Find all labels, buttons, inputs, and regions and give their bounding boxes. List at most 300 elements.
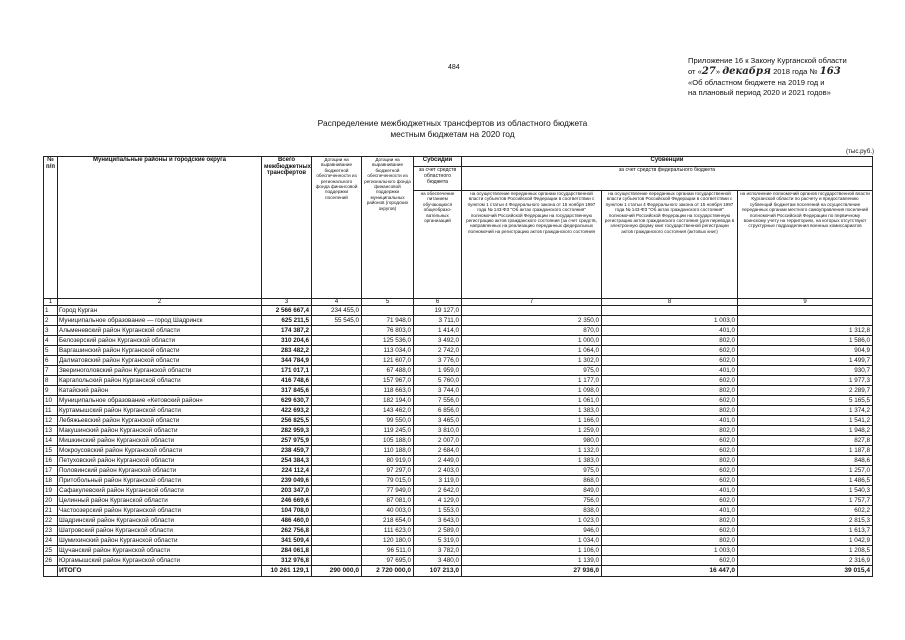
row-municipality: Мокроусовский район Курганской области bbox=[58, 446, 262, 456]
row-subsidy-food: 3 119,0 bbox=[414, 476, 462, 486]
row-total: 422 693,2 bbox=[262, 406, 312, 416]
header-name: Муниципальные районы и городские округа bbox=[58, 157, 262, 299]
row-total: 256 825,5 bbox=[262, 416, 312, 426]
col-number: 1 bbox=[44, 299, 58, 306]
header-subventions: Субвенции bbox=[462, 157, 873, 167]
appendix-from: от bbox=[688, 66, 696, 76]
row-dotation-districts: 119 245,0 bbox=[362, 426, 414, 436]
row-dotation-settlements: 55 545,0 bbox=[312, 316, 362, 326]
row-subsidy-food: 4 129,0 bbox=[414, 496, 462, 506]
row-subvention-military: 1 586,0 bbox=[738, 336, 873, 346]
row-dotation-settlements bbox=[312, 396, 362, 406]
row-subvention-military: 930,7 bbox=[738, 366, 873, 376]
row-dotation-settlements bbox=[312, 516, 362, 526]
row-municipality: Шумихинский район Курганской области bbox=[58, 536, 262, 546]
row-subvention-military: 1 187,8 bbox=[738, 446, 873, 456]
total-row-number bbox=[44, 566, 58, 577]
row-subvention-military: 1 257,0 bbox=[738, 466, 873, 476]
row-total: 310 204,6 bbox=[262, 336, 312, 346]
row-dotation-districts: 40 003,0 bbox=[362, 506, 414, 516]
row-subvention-registry: 946,0 bbox=[462, 526, 602, 536]
appendix-quote-close: » bbox=[715, 66, 721, 76]
total-row-municipality: ИТОГО bbox=[58, 566, 262, 577]
row-subvention-registry: 1 259,0 bbox=[462, 426, 602, 436]
row-subsidy-food: 3 744,0 bbox=[414, 386, 462, 396]
total-row-subvention-registry: 27 936,0 bbox=[462, 566, 602, 577]
table-row bbox=[44, 536, 873, 546]
row-number: 20 bbox=[44, 496, 58, 506]
row-dotation-districts: 71 948,0 bbox=[362, 316, 414, 326]
row-municipality: Шатровский район Курганской области bbox=[58, 526, 262, 536]
row-dotation-settlements bbox=[312, 356, 362, 366]
header-total: Всего межбюджетных трансфертов bbox=[262, 157, 312, 299]
row-subvention-registry: 849,0 bbox=[462, 486, 602, 496]
row-subvention-military: 827,8 bbox=[738, 436, 873, 446]
total-row-dotation-districts: 2 720 000,0 bbox=[362, 566, 414, 577]
col-number: 6 bbox=[414, 299, 462, 306]
row-subvention-military: 1 042,9 bbox=[738, 536, 873, 546]
row-dotation-districts: 110 188,0 bbox=[362, 446, 414, 456]
total-row bbox=[44, 566, 873, 577]
row-subvention-military: 1 948,2 bbox=[738, 426, 873, 436]
row-dotation-districts: 143 462,0 bbox=[362, 406, 414, 416]
row-subvention-digitization: 602,0 bbox=[602, 376, 738, 386]
row-subvention-registry: 1 064,0 bbox=[462, 346, 602, 356]
row-dotation-districts: 87 081,0 bbox=[362, 496, 414, 506]
row-municipality: Город Курган bbox=[58, 306, 262, 316]
row-municipality: Катайский район bbox=[58, 386, 262, 396]
row-number: 12 bbox=[44, 416, 58, 426]
row-total: 203 347,0 bbox=[262, 486, 312, 496]
row-subvention-registry: 1 383,0 bbox=[462, 406, 602, 416]
title-line2: местным бюджетам на 2020 год bbox=[390, 128, 515, 139]
row-subvention-digitization: 802,0 bbox=[602, 536, 738, 546]
row-dotation-settlements bbox=[312, 476, 362, 486]
row-number: 17 bbox=[44, 466, 58, 476]
row-number: 8 bbox=[44, 376, 58, 386]
table-row bbox=[44, 526, 873, 536]
row-subvention-military: 2 815,3 bbox=[738, 516, 873, 526]
row-dotation-districts: 80 919,0 bbox=[362, 456, 414, 466]
row-total: 629 630,7 bbox=[262, 396, 312, 406]
row-municipality: Куртамышский район Курганской области bbox=[58, 406, 262, 416]
row-total: 239 049,6 bbox=[262, 476, 312, 486]
row-number: 18 bbox=[44, 476, 58, 486]
row-subsidy-food: 6 856,0 bbox=[414, 406, 462, 416]
row-municipality: Половинский район Курганской области bbox=[58, 466, 262, 476]
header-subsidies-source: за счет средств областного бюджета bbox=[414, 167, 462, 191]
row-dotation-settlements bbox=[312, 526, 362, 536]
table-body bbox=[44, 306, 873, 577]
row-total: 2 566 667,4 bbox=[262, 306, 312, 316]
total-row-dotation-settlements: 290 000,0 bbox=[312, 566, 362, 577]
row-subvention-military: 602,2 bbox=[738, 506, 873, 516]
row-subvention-digitization: 602,0 bbox=[602, 526, 738, 536]
row-municipality: Каргапольский район Курганской области bbox=[58, 376, 262, 386]
row-dotation-settlements bbox=[312, 406, 362, 416]
row-dotation-districts: 105 188,0 bbox=[362, 436, 414, 446]
table-row bbox=[44, 346, 873, 356]
row-subvention-registry: 975,0 bbox=[462, 366, 602, 376]
appendix-quote-open: « bbox=[697, 66, 702, 76]
handwritten-number: 163 bbox=[819, 65, 841, 77]
header-civil-registry: на осуществление переданных органам государственной власти субъектов Российской Федерации в соответствии с пунктом 1 статьи 4 Федерального закона от 15 ноября 1997 года № 143-ФЗ "Об актах гражданского состояния" полномочий Российской Федерации на государственную регистрацию актов гражданского состояния (за счет средств, направленных на реализацию переданных федеральных полномочий на регистрацию актов гражданского состояния bbox=[462, 191, 602, 299]
row-subsidy-food: 2 589,0 bbox=[414, 526, 462, 536]
col-number: 2 bbox=[58, 299, 262, 306]
row-subvention-registry: 1 023,0 bbox=[462, 516, 602, 526]
units-label: (тыс.руб.) bbox=[846, 148, 875, 155]
row-subvention-digitization: 401,0 bbox=[602, 326, 738, 336]
row-number: 26 bbox=[44, 556, 58, 566]
row-dotation-settlements bbox=[312, 546, 362, 556]
table-row bbox=[44, 556, 873, 566]
row-dotation-settlements bbox=[312, 506, 362, 516]
row-subsidy-food: 2 403,0 bbox=[414, 466, 462, 476]
row-subvention-registry: 975,0 bbox=[462, 466, 602, 476]
row-subvention-digitization: 401,0 bbox=[602, 366, 738, 376]
row-subvention-registry: 1 106,0 bbox=[462, 546, 602, 556]
row-subsidy-food: 7 556,0 bbox=[414, 396, 462, 406]
row-number: 13 bbox=[44, 426, 58, 436]
row-subvention-digitization: 602,0 bbox=[602, 436, 738, 446]
row-municipality: Щучанский район Курганской области bbox=[58, 546, 262, 556]
row-municipality: Макушинский район Курганской области bbox=[58, 426, 262, 436]
row-number: 23 bbox=[44, 526, 58, 536]
table-row bbox=[44, 316, 873, 326]
table-row bbox=[44, 456, 873, 466]
row-subvention-registry: 1 061,0 bbox=[462, 396, 602, 406]
row-dotation-settlements bbox=[312, 466, 362, 476]
row-subvention-military: 1 757,7 bbox=[738, 496, 873, 506]
row-subvention-military bbox=[738, 306, 873, 316]
row-dotation-districts: 182 194,0 bbox=[362, 396, 414, 406]
row-subvention-military bbox=[738, 316, 873, 326]
row-subvention-registry: 838,0 bbox=[462, 506, 602, 516]
row-total: 625 211,5 bbox=[262, 316, 312, 326]
row-dotation-settlements bbox=[312, 336, 362, 346]
row-subvention-digitization: 802,0 bbox=[602, 406, 738, 416]
appendix-line1: Приложение 16 к Закону Курганской области bbox=[688, 56, 847, 65]
row-subsidy-food: 19 127,0 bbox=[414, 306, 462, 316]
row-total: 257 975,9 bbox=[262, 436, 312, 446]
row-number: 10 bbox=[44, 396, 58, 406]
row-number: 14 bbox=[44, 436, 58, 446]
row-municipality: Частоозерский район Курганской области bbox=[58, 506, 262, 516]
row-subvention-military: 2 316,9 bbox=[738, 556, 873, 566]
row-number: 15 bbox=[44, 446, 58, 456]
row-total: 317 845,6 bbox=[262, 386, 312, 396]
row-total: 341 509,4 bbox=[262, 536, 312, 546]
row-number: 21 bbox=[44, 506, 58, 516]
transfers-table bbox=[43, 156, 873, 577]
row-subsidy-food: 1 414,0 bbox=[414, 326, 462, 336]
row-total: 254 384,3 bbox=[262, 456, 312, 466]
row-number: 5 bbox=[44, 346, 58, 356]
row-subsidy-food: 5 319,0 bbox=[414, 536, 462, 546]
row-number: 1 bbox=[44, 306, 58, 316]
row-subvention-digitization: 802,0 bbox=[602, 336, 738, 346]
row-subvention-registry: 1 166,0 bbox=[462, 416, 602, 426]
table-row bbox=[44, 426, 873, 436]
table-row bbox=[44, 486, 873, 496]
row-municipality: Притобольный район Курганской области bbox=[58, 476, 262, 486]
row-dotation-districts: 157 967,0 bbox=[362, 376, 414, 386]
row-dotation-settlements bbox=[312, 366, 362, 376]
row-subvention-military: 1 613,7 bbox=[738, 526, 873, 536]
row-number: 25 bbox=[44, 546, 58, 556]
column-numbers-row bbox=[44, 299, 873, 306]
row-number: 6 bbox=[44, 356, 58, 366]
row-subvention-military: 904,9 bbox=[738, 346, 873, 356]
header-dotation-settlements: Дотации на выравнивание бюджетной обеспеченности из регионального фонда финансовой поддержки поселений bbox=[312, 157, 362, 299]
row-dotation-districts: 96 511,0 bbox=[362, 546, 414, 556]
row-dotation-districts: 76 803,0 bbox=[362, 326, 414, 336]
col-number: 9 bbox=[738, 299, 873, 306]
row-dotation-districts: 77 949,0 bbox=[362, 486, 414, 496]
row-total: 224 112,4 bbox=[262, 466, 312, 476]
row-total: 104 708,0 bbox=[262, 506, 312, 516]
row-subvention-digitization: 602,0 bbox=[602, 496, 738, 506]
row-dotation-settlements: 234 455,0 bbox=[312, 306, 362, 316]
table-row bbox=[44, 406, 873, 416]
row-subvention-registry: 1 132,0 bbox=[462, 446, 602, 456]
row-dotation-settlements bbox=[312, 446, 362, 456]
row-total: 246 669,6 bbox=[262, 496, 312, 506]
handwritten-day: 27 bbox=[701, 65, 716, 77]
row-municipality: Муниципальное образование «Кетовский район» bbox=[58, 396, 262, 406]
document-title bbox=[0, 118, 905, 139]
row-number: 22 bbox=[44, 516, 58, 526]
total-row-subvention-military: 39 015,4 bbox=[738, 566, 873, 577]
header-subsidies: Субсидии bbox=[414, 157, 462, 167]
row-municipality: Варгашинский район Курганской области bbox=[58, 346, 262, 356]
row-dotation-settlements bbox=[312, 436, 362, 446]
row-subvention-military: 1 499,7 bbox=[738, 356, 873, 366]
row-subvention-military: 848,6 bbox=[738, 456, 873, 466]
total-row-total: 10 261 129,1 bbox=[262, 566, 312, 577]
row-subvention-digitization: 1 003,0 bbox=[602, 546, 738, 556]
table-row bbox=[44, 366, 873, 376]
row-total: 344 784,9 bbox=[262, 356, 312, 366]
table-row bbox=[44, 306, 873, 316]
row-subvention-registry: 1 034,0 bbox=[462, 536, 602, 546]
row-municipality: Альменевский район Курганской области bbox=[58, 326, 262, 336]
table-row bbox=[44, 386, 873, 396]
table-row bbox=[44, 376, 873, 386]
header-registry-digitization: на осуществление переданных органам государственной власти субъектов Российской Федерации в соответствии с пунктом 1 статьи 4 Федерального закона от 15 ноября 1997 года № 143-ФЗ "Об актах гражданского состояния" полномочий Российской Федерации на государственную регистрацию актов гражданского состояния (для перевода в электронную форму книг государственной регистрации актов гражданского состояния (актовых книг) bbox=[602, 191, 738, 299]
row-dotation-districts: 113 034,0 bbox=[362, 346, 414, 356]
row-dotation-districts: 111 623,0 bbox=[362, 526, 414, 536]
row-subsidy-food: 3 465,0 bbox=[414, 416, 462, 426]
row-total: 416 748,6 bbox=[262, 376, 312, 386]
row-subvention-registry: 1 177,0 bbox=[462, 376, 602, 386]
row-subvention-registry: 756,0 bbox=[462, 496, 602, 506]
row-subvention-digitization: 602,0 bbox=[602, 446, 738, 456]
row-dotation-districts: 121 607,0 bbox=[362, 356, 414, 366]
row-dotation-districts: 120 180,0 bbox=[362, 536, 414, 546]
row-municipality: Сафакулевский район Курганской области bbox=[58, 486, 262, 496]
row-subvention-digitization: 401,0 bbox=[602, 416, 738, 426]
row-subvention-military: 1 541,2 bbox=[738, 416, 873, 426]
row-subvention-military: 1 486,5 bbox=[738, 476, 873, 486]
row-subsidy-food: 3 480,0 bbox=[414, 556, 462, 566]
row-total: 486 460,0 bbox=[262, 516, 312, 526]
row-dotation-districts: 118 663,0 bbox=[362, 386, 414, 396]
row-subvention-registry: 1 000,0 bbox=[462, 336, 602, 346]
appendix-line4: на плановый период 2020 и 2021 годов» bbox=[688, 88, 831, 98]
appendix-no: № bbox=[809, 66, 818, 76]
row-subsidy-food: 2 642,0 bbox=[414, 486, 462, 496]
table-row bbox=[44, 396, 873, 406]
row-subvention-registry: 1 098,0 bbox=[462, 386, 602, 396]
row-subvention-military: 2 289,7 bbox=[738, 386, 873, 396]
row-subvention-digitization: 401,0 bbox=[602, 486, 738, 496]
row-subvention-digitization: 401,0 bbox=[602, 506, 738, 516]
appendix-block bbox=[688, 56, 847, 99]
row-number: 7 bbox=[44, 366, 58, 376]
handwritten-month: декабря bbox=[722, 65, 771, 77]
row-subsidy-food: 5 760,0 bbox=[414, 376, 462, 386]
col-number: 8 bbox=[602, 299, 738, 306]
row-subsidy-food: 2 007,0 bbox=[414, 436, 462, 446]
row-subsidy-food: 1 959,0 bbox=[414, 366, 462, 376]
row-subvention-military: 1 312,8 bbox=[738, 326, 873, 336]
row-subvention-digitization: 602,0 bbox=[602, 466, 738, 476]
row-subsidy-food: 3 711,0 bbox=[414, 316, 462, 326]
row-dotation-settlements bbox=[312, 556, 362, 566]
row-subvention-digitization: 602,0 bbox=[602, 346, 738, 356]
row-dotation-settlements bbox=[312, 386, 362, 396]
col-number: 5 bbox=[362, 299, 414, 306]
header-school-food: на обеспечение питанием обучающихся общеобразо-вательных организаций bbox=[414, 191, 462, 299]
row-total: 284 061,8 bbox=[262, 546, 312, 556]
row-municipality: Лебяжьевский район Курганской области bbox=[58, 416, 262, 426]
row-subvention-digitization: 802,0 bbox=[602, 516, 738, 526]
row-total: 262 756,8 bbox=[262, 526, 312, 536]
page-number: 484 bbox=[448, 64, 460, 71]
row-dotation-districts: 67 488,0 bbox=[362, 366, 414, 376]
row-subvention-registry: 870,0 bbox=[462, 326, 602, 336]
table-row bbox=[44, 496, 873, 506]
table-row bbox=[44, 476, 873, 486]
total-row-subsidy-food: 107 213,0 bbox=[414, 566, 462, 577]
row-number: 9 bbox=[44, 386, 58, 396]
table-row bbox=[44, 466, 873, 476]
row-municipality: Шадринский район Курганской области bbox=[58, 516, 262, 526]
header-military-registration: на исполнение полномочий органов государственной власти Курганской области по расчету и предоставлению субвенций бюджетам поселений на осуществление переданных органам местного самоуправления поселений полномочий Российской Федерации по первичному воинскому учету на территориях, на которых отсутствуют структурные подразделения военных комиссариатов bbox=[738, 191, 873, 299]
table-row bbox=[44, 446, 873, 456]
table-row bbox=[44, 516, 873, 526]
row-subvention-military: 1 977,3 bbox=[738, 376, 873, 386]
row-total: 174 387,2 bbox=[262, 326, 312, 336]
row-subvention-digitization: 602,0 bbox=[602, 556, 738, 566]
appendix-line3: «Об областном бюджете на 2019 год и bbox=[688, 77, 825, 87]
row-subsidy-food: 3 782,0 bbox=[414, 546, 462, 556]
row-subsidy-food: 1 553,0 bbox=[414, 506, 462, 516]
row-municipality: Муниципальное образование — город Шадринск bbox=[58, 316, 262, 326]
row-dotation-settlements bbox=[312, 496, 362, 506]
header-dotation-districts: Дотации на выравнивание бюджетной обеспеченности из регионального фонда финансовой поддержки муниципальных районов (городских округов) bbox=[362, 157, 414, 299]
row-number: 11 bbox=[44, 406, 58, 416]
row-municipality: Мишкинский район Курганской области bbox=[58, 436, 262, 446]
row-dotation-districts: 125 536,0 bbox=[362, 336, 414, 346]
row-subsidy-food: 2 449,0 bbox=[414, 456, 462, 466]
row-subvention-registry: 1 302,0 bbox=[462, 356, 602, 366]
row-dotation-districts bbox=[362, 306, 414, 316]
table-row bbox=[44, 336, 873, 346]
row-dotation-settlements bbox=[312, 376, 362, 386]
row-municipality: Целинный район Курганской области bbox=[58, 496, 262, 506]
row-subvention-digitization: 802,0 bbox=[602, 456, 738, 466]
row-subvention-registry: 980,0 bbox=[462, 436, 602, 446]
appendix-date-line bbox=[688, 67, 847, 78]
row-subvention-registry bbox=[462, 306, 602, 316]
row-subvention-military: 1 208,5 bbox=[738, 546, 873, 556]
appendix-year: 2018 года bbox=[773, 66, 808, 76]
row-subvention-digitization: 1 003,0 bbox=[602, 316, 738, 326]
row-dotation-settlements bbox=[312, 486, 362, 496]
title-line1: Распределение межбюджетных трансфертов из областного бюджета bbox=[317, 118, 588, 128]
row-subsidy-food: 3 643,0 bbox=[414, 516, 462, 526]
row-dotation-settlements bbox=[312, 536, 362, 546]
row-number: 24 bbox=[44, 536, 58, 546]
row-subvention-digitization: 602,0 bbox=[602, 396, 738, 406]
col-number: 3 bbox=[262, 299, 312, 306]
row-municipality: Белозерский район Курганской области bbox=[58, 336, 262, 346]
row-dotation-districts: 97 297,0 bbox=[362, 466, 414, 476]
row-subvention-military: 1 540,3 bbox=[738, 486, 873, 496]
row-dotation-settlements bbox=[312, 456, 362, 466]
row-total: 282 959,3 bbox=[262, 426, 312, 436]
row-number: 19 bbox=[44, 486, 58, 496]
row-municipality: Далматовский район Курганской области bbox=[58, 356, 262, 366]
row-total: 283 482,2 bbox=[262, 346, 312, 356]
row-number: 4 bbox=[44, 336, 58, 346]
table-row bbox=[44, 506, 873, 516]
table-row bbox=[44, 436, 873, 446]
row-dotation-settlements bbox=[312, 416, 362, 426]
row-subvention-digitization: 802,0 bbox=[602, 426, 738, 436]
total-row-subvention-digitization: 16 447,0 bbox=[602, 566, 738, 577]
row-subvention-registry: 1 139,0 bbox=[462, 556, 602, 566]
row-dotation-settlements bbox=[312, 346, 362, 356]
col-number: 4 bbox=[312, 299, 362, 306]
row-subsidy-food: 3 492,0 bbox=[414, 336, 462, 346]
row-number: 16 bbox=[44, 456, 58, 466]
row-subvention-digitization: 602,0 bbox=[602, 476, 738, 486]
table-row bbox=[44, 356, 873, 366]
table-row bbox=[44, 416, 873, 426]
table-row bbox=[44, 546, 873, 556]
row-subvention-digitization: 802,0 bbox=[602, 386, 738, 396]
row-total: 238 459,7 bbox=[262, 446, 312, 456]
row-dotation-districts: 97 695,0 bbox=[362, 556, 414, 566]
row-dotation-settlements bbox=[312, 326, 362, 336]
row-municipality: Звериноголовский район Курганской области bbox=[58, 366, 262, 376]
header-num: № п/п bbox=[44, 157, 58, 299]
row-total: 171 017,1 bbox=[262, 366, 312, 376]
row-number: 2 bbox=[44, 316, 58, 326]
row-subsidy-food: 3 776,0 bbox=[414, 356, 462, 366]
row-dotation-settlements bbox=[312, 426, 362, 436]
row-subsidy-food: 2 684,0 bbox=[414, 446, 462, 456]
row-subvention-registry: 2 350,0 bbox=[462, 316, 602, 326]
table-row bbox=[44, 326, 873, 336]
row-dotation-districts: 218 654,0 bbox=[362, 516, 414, 526]
row-dotation-districts: 79 015,0 bbox=[362, 476, 414, 486]
row-subsidy-food: 3 810,0 bbox=[414, 426, 462, 436]
row-municipality: Юргамышский район Курганской области bbox=[58, 556, 262, 566]
